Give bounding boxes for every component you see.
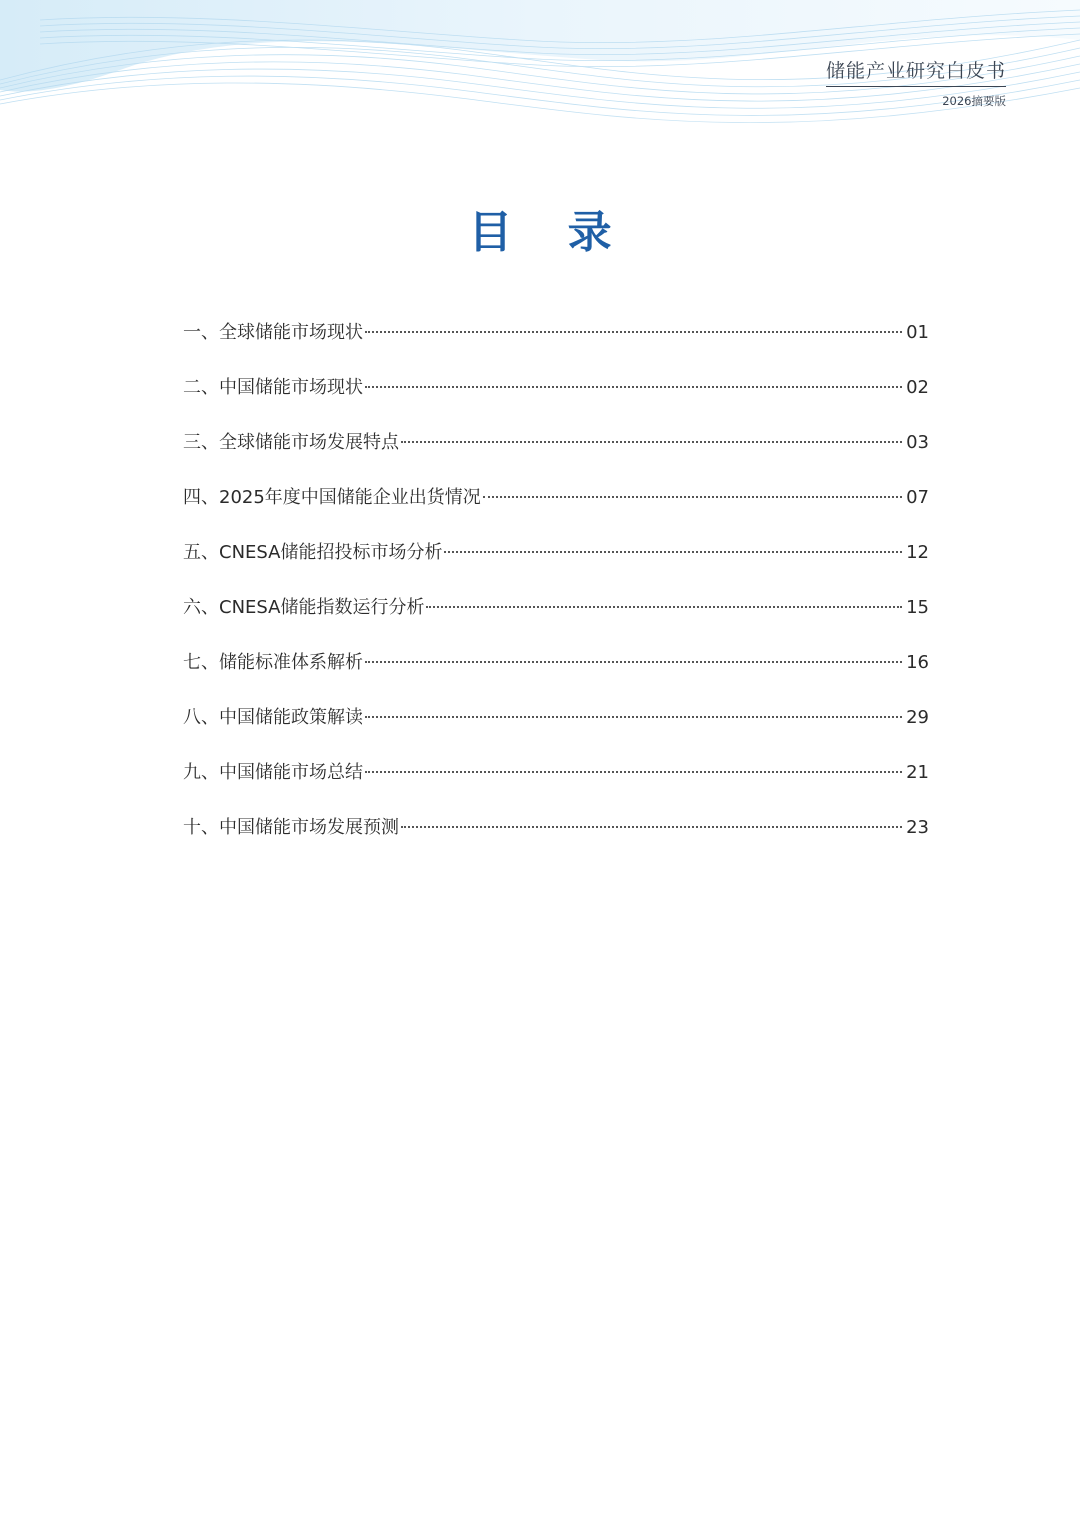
toc-entry-label: 二、中国储能市场现状: [183, 377, 363, 398]
document-edition: 2026摘要版: [942, 94, 1006, 108]
toc-entry-label: 一、全球储能市场现状: [183, 322, 363, 343]
toc-entry[interactable]: [183, 483, 929, 538]
toc-heading: 目 录: [468, 207, 632, 258]
toc-entry-page: 12: [906, 542, 929, 563]
toc-entry[interactable]: [183, 813, 929, 868]
toc-entry[interactable]: [183, 648, 929, 703]
toc-entry-page: 01: [906, 322, 929, 343]
dot-leader: [444, 551, 902, 553]
toc-entry[interactable]: [183, 593, 929, 648]
dot-leader: [365, 386, 902, 388]
table-of-contents: [183, 318, 929, 868]
toc-entry-label: 九、中国储能市场总结: [183, 762, 363, 783]
toc-entry-page: 29: [906, 707, 929, 728]
toc-entry-page: 02: [906, 377, 929, 398]
toc-entry-page: 07: [906, 487, 929, 508]
toc-entry-label: 八、中国储能政策解读: [183, 707, 363, 728]
toc-entry-page: 03: [906, 432, 929, 453]
toc-entry[interactable]: [183, 428, 929, 483]
toc-entry-label: 三、全球储能市场发展特点: [183, 432, 399, 453]
toc-entry[interactable]: [183, 373, 929, 428]
dot-leader: [365, 331, 902, 333]
dot-leader: [401, 826, 902, 828]
toc-entry[interactable]: [183, 703, 929, 758]
toc-entry[interactable]: [183, 538, 929, 593]
dot-leader: [365, 771, 902, 773]
dot-leader: [426, 606, 902, 608]
document-title: 储能产业研究白皮书: [826, 56, 1006, 87]
dot-leader: [483, 496, 902, 498]
document-header: [806, 56, 1006, 109]
dot-leader: [365, 716, 902, 718]
dot-leader: [365, 661, 902, 663]
toc-entry-label: 四、2025年度中国储能企业出货情况: [183, 487, 481, 508]
dot-leader: [401, 441, 902, 443]
toc-entry-page: 15: [906, 597, 929, 618]
toc-entry[interactable]: [183, 318, 929, 373]
toc-entry-page: 23: [906, 817, 929, 838]
toc-entry-label: 六、CNESA储能指数运行分析: [183, 597, 425, 618]
toc-entry[interactable]: [183, 758, 929, 813]
toc-entry-page: 21: [906, 762, 929, 783]
toc-entry-label: 十、中国储能市场发展预测: [183, 817, 399, 838]
toc-entry-label: 七、储能标准体系解析: [183, 652, 363, 673]
toc-entry-label: 五、CNESA储能招投标市场分析: [183, 542, 443, 563]
toc-entry-page: 16: [906, 652, 929, 673]
